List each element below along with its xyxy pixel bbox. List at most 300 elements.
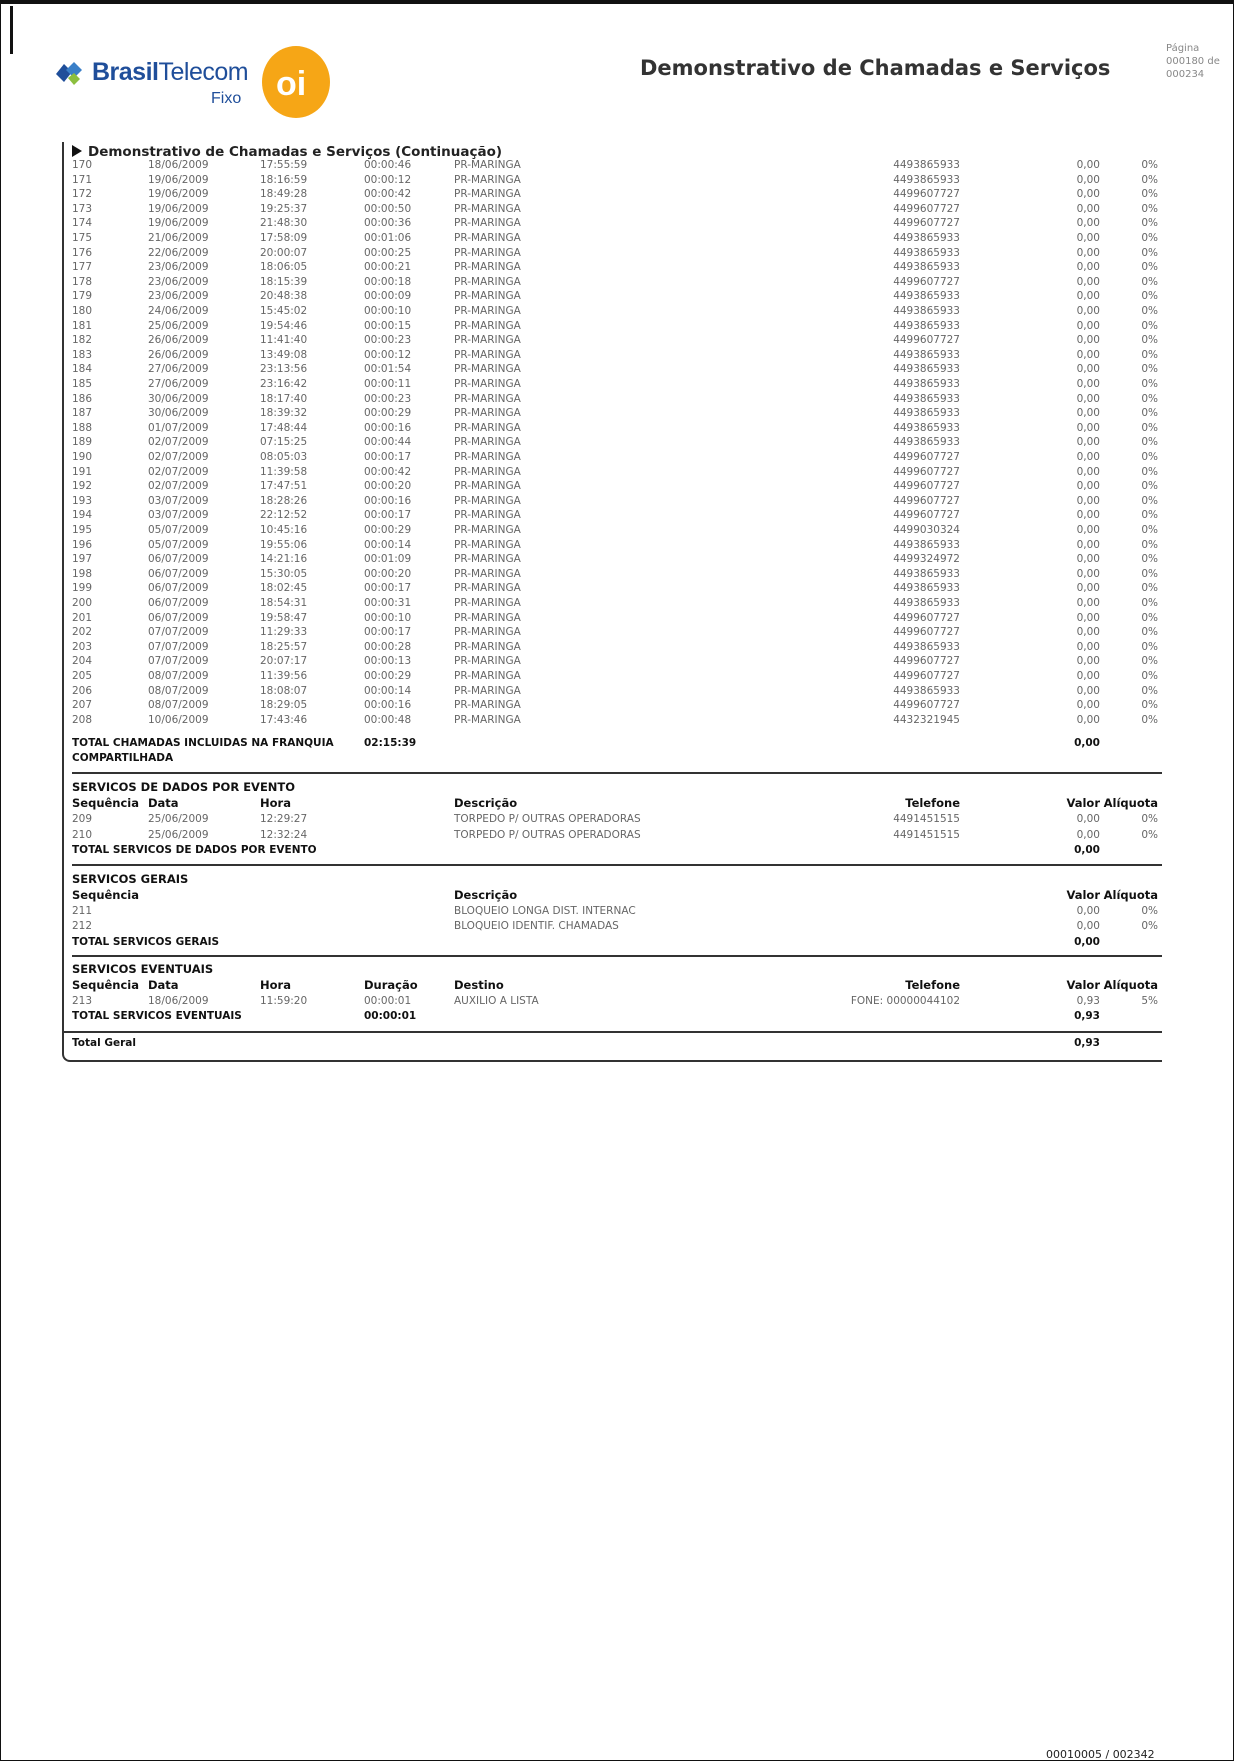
cell-dur: 00:00:28 xyxy=(364,640,412,653)
cell-dest: PR-MARINGA xyxy=(454,655,521,668)
cell-hora: 19:58:47 xyxy=(260,611,308,624)
cell-val: 0,00 xyxy=(1076,538,1100,551)
cell-seq: 174 xyxy=(72,217,93,230)
cell-dur: 00:00:17 xyxy=(364,509,412,522)
cell-aliq: 0% xyxy=(1141,597,1158,609)
cell-tel: 4499607727 xyxy=(893,465,960,478)
cell-val: 0,00 xyxy=(1076,640,1100,653)
cell-aliq: 0% xyxy=(1141,217,1158,230)
table-row xyxy=(64,333,1162,347)
cell-seq: 193 xyxy=(72,494,93,507)
cell-dur: 00:00:12 xyxy=(364,348,412,361)
cell-seq: 199 xyxy=(72,582,93,595)
cell-aliq: 0% xyxy=(1141,290,1158,303)
cell-hora: 19:55:06 xyxy=(260,538,308,551)
cell-dest: PR-MARINGA xyxy=(454,378,521,390)
cell-hora: 17:43:46 xyxy=(260,713,308,726)
cell-tel: 4499607727 xyxy=(893,334,960,347)
cell-data: 24/06/2009 xyxy=(148,305,209,317)
cell-hora: 23:13:56 xyxy=(260,363,308,376)
cell-data: 06/07/2009 xyxy=(148,567,209,580)
cell-aliq: 0% xyxy=(1141,436,1158,449)
cell-dur: 00:00:50 xyxy=(364,202,412,215)
cell-tel: 4499607727 xyxy=(893,611,960,624)
cell-tel: 4493865933 xyxy=(893,436,960,449)
cell-dur: 00:00:14 xyxy=(364,538,412,551)
table-row xyxy=(64,640,1162,654)
cell-data: 23/06/2009 xyxy=(148,261,209,274)
cell-data: 01/07/2009 xyxy=(148,421,209,434)
cell-hora: 20:48:38 xyxy=(260,290,308,303)
cell-dur: 00:00:14 xyxy=(364,684,412,697)
table-row xyxy=(64,304,1162,318)
gerais-total-row: TOTAL SERVICOS GERAIS 0,00 xyxy=(72,936,1100,948)
cell-seq: 185 xyxy=(72,378,93,390)
cell-val: 0,00 xyxy=(1076,494,1100,507)
cell-dur: 00:00:46 xyxy=(364,159,412,171)
table-row xyxy=(64,260,1162,274)
cell-val: 0,00 xyxy=(1076,626,1100,639)
cell-aliq: 0% xyxy=(1141,246,1158,259)
cell-data: 08/07/2009 xyxy=(148,684,209,697)
cell-data: 27/06/2009 xyxy=(148,363,209,376)
cell-hora: 18:17:40 xyxy=(260,392,308,405)
cell-tel: 4493865933 xyxy=(893,407,960,420)
table-row: 209 25/06/2009 12:29:27 TORPEDO P/ OUTRAS OPERADORAS 4491451515 0,00 0% xyxy=(72,813,1158,825)
cell-dur: 00:00:12 xyxy=(364,173,412,186)
cell-hora: 18:49:28 xyxy=(260,188,308,201)
cell-data: 07/07/2009 xyxy=(148,626,209,639)
cell-tel: 4499607727 xyxy=(893,655,960,668)
cell-seq: 194 xyxy=(72,509,93,522)
cell-dur: 00:00:29 xyxy=(364,670,412,682)
cell-seq: 200 xyxy=(72,597,93,609)
divider xyxy=(72,864,1162,866)
cell-hora: 11:39:56 xyxy=(260,670,308,682)
table-row xyxy=(64,581,1162,595)
scan-mark xyxy=(10,6,13,54)
table-row xyxy=(64,465,1162,479)
cell-hora: 18:02:45 xyxy=(260,582,308,595)
cell-seq: 171 xyxy=(72,173,93,186)
cell-val: 0,00 xyxy=(1076,611,1100,624)
cell-hora: 13:49:08 xyxy=(260,348,308,361)
divider xyxy=(72,772,1162,774)
table-row xyxy=(64,202,1162,216)
cell-aliq: 0% xyxy=(1141,275,1158,288)
cell-tel: 4499607727 xyxy=(893,480,960,493)
cell-hora: 18:28:26 xyxy=(260,494,308,507)
cell-dest: PR-MARINGA xyxy=(454,640,521,653)
cell-tel: 4493865933 xyxy=(893,319,960,332)
cell-dur: 00:00:17 xyxy=(364,626,412,639)
calls-total-row-cont: COMPARTILHADA xyxy=(72,752,174,764)
cell-tel: 4493865933 xyxy=(893,567,960,580)
cell-dur: 00:00:25 xyxy=(364,246,412,259)
cell-tel: 4499607727 xyxy=(893,188,960,201)
cell-data: 06/07/2009 xyxy=(148,553,209,566)
cell-hora: 17:55:59 xyxy=(260,159,308,171)
cell-aliq: 0% xyxy=(1141,655,1158,668)
table-row: 211 BLOQUEIO LONGA DIST. INTERNAC 0,00 0% xyxy=(72,905,1158,917)
cell-val: 0,00 xyxy=(1076,290,1100,303)
cell-tel: 4499607727 xyxy=(893,217,960,230)
cell-hora: 17:47:51 xyxy=(260,480,308,493)
cell-dest: PR-MARINGA xyxy=(454,261,521,274)
cell-hora: 11:29:33 xyxy=(260,626,308,639)
divider xyxy=(64,1031,1162,1033)
cell-aliq: 0% xyxy=(1141,305,1158,317)
cell-aliq: 0% xyxy=(1141,538,1158,551)
cell-hora: 11:39:58 xyxy=(260,465,308,478)
cell-data: 08/07/2009 xyxy=(148,670,209,682)
cell-hora: 23:16:42 xyxy=(260,378,308,390)
cell-dest: PR-MARINGA xyxy=(454,363,521,376)
cell-val: 0,00 xyxy=(1076,451,1100,463)
cell-val: 0,00 xyxy=(1076,159,1100,171)
cell-seq: 175 xyxy=(72,232,93,244)
dados-header: Sequência Data Hora Descrição Telefone Valor Alíquota xyxy=(72,796,1158,810)
cell-tel: 4493865933 xyxy=(893,582,960,595)
cell-dest: PR-MARINGA xyxy=(454,305,521,317)
cell-dur: 00:00:18 xyxy=(364,275,412,288)
cell-data: 19/06/2009 xyxy=(148,173,209,186)
cell-val: 0,00 xyxy=(1076,334,1100,347)
cell-seq: 208 xyxy=(72,713,93,726)
cell-hora: 14:21:16 xyxy=(260,553,308,566)
cell-dest: PR-MARINGA xyxy=(454,275,521,288)
cell-hora: 17:58:09 xyxy=(260,232,308,244)
cell-aliq: 0% xyxy=(1141,188,1158,201)
cell-seq: 204 xyxy=(72,655,93,668)
cell-aliq: 0% xyxy=(1141,348,1158,361)
table-row: 212 BLOQUEIO IDENTIF. CHAMADAS 0,00 0% xyxy=(72,920,1158,932)
cell-hora: 18:15:39 xyxy=(260,275,308,288)
cell-dest: PR-MARINGA xyxy=(454,348,521,361)
cell-dest: PR-MARINGA xyxy=(454,451,521,463)
cell-seq: 206 xyxy=(72,684,93,697)
cell-val: 0,00 xyxy=(1076,655,1100,668)
cell-data: 25/06/2009 xyxy=(148,319,209,332)
cell-val: 0,00 xyxy=(1076,246,1100,259)
cell-dur: 00:00:10 xyxy=(364,305,412,317)
cell-hora: 07:15:25 xyxy=(260,436,308,449)
statement-body xyxy=(62,142,1162,1062)
cell-aliq: 0% xyxy=(1141,363,1158,376)
cell-seq: 201 xyxy=(72,611,93,624)
cell-data: 06/07/2009 xyxy=(148,611,209,624)
cell-dur: 00:00:10 xyxy=(364,611,412,624)
cell-dest: PR-MARINGA xyxy=(454,188,521,201)
cell-val: 0,00 xyxy=(1076,275,1100,288)
cell-val: 0,00 xyxy=(1076,670,1100,682)
cell-seq: 184 xyxy=(72,363,93,376)
table-row xyxy=(64,216,1162,230)
cell-tel: 4493865933 xyxy=(893,290,960,303)
table-row xyxy=(64,406,1162,420)
cell-tel: 4432321945 xyxy=(893,713,960,726)
cell-dur: 00:00:44 xyxy=(364,436,412,449)
cell-data: 19/06/2009 xyxy=(148,217,209,230)
table-row xyxy=(64,187,1162,201)
cell-data: 03/07/2009 xyxy=(148,494,209,507)
cell-dur: 00:00:42 xyxy=(364,465,412,478)
cell-dest: PR-MARINGA xyxy=(454,538,521,551)
table-row xyxy=(64,435,1162,449)
cell-tel: 4493865933 xyxy=(893,597,960,609)
cell-tel: 4493865933 xyxy=(893,421,960,434)
footer-code: 00010005 / 002342 xyxy=(1046,1748,1155,1761)
cell-seq: 197 xyxy=(72,553,93,566)
divider xyxy=(72,955,1162,957)
cell-val: 0,00 xyxy=(1076,232,1100,244)
cell-dur: 00:00:16 xyxy=(364,699,412,712)
cell-aliq: 0% xyxy=(1141,670,1158,682)
cell-data: 06/07/2009 xyxy=(148,597,209,609)
cell-data: 27/06/2009 xyxy=(148,378,209,390)
table-row xyxy=(64,494,1162,508)
cell-val: 0,00 xyxy=(1076,713,1100,726)
cell-aliq: 0% xyxy=(1141,378,1158,390)
table-row xyxy=(64,508,1162,522)
cell-tel: 4493865933 xyxy=(893,640,960,653)
cell-seq: 198 xyxy=(72,567,93,580)
cell-dur: 00:00:15 xyxy=(364,319,412,332)
cell-hora: 17:48:44 xyxy=(260,421,308,434)
cell-seq: 183 xyxy=(72,348,93,361)
cell-aliq: 0% xyxy=(1141,334,1158,347)
cell-aliq: 0% xyxy=(1141,232,1158,244)
cell-seq: 191 xyxy=(72,465,93,478)
cell-tel: 4493865933 xyxy=(893,173,960,186)
cell-dest: PR-MARINGA xyxy=(454,159,521,171)
cell-aliq: 0% xyxy=(1141,202,1158,215)
cell-aliq: 0% xyxy=(1141,261,1158,274)
eventuais-total-row: TOTAL SERVICOS EVENTUAIS 00:00:01 0,93 xyxy=(72,1010,1100,1022)
cell-data: 05/07/2009 xyxy=(148,538,209,551)
cell-aliq: 0% xyxy=(1141,582,1158,595)
cell-data: 02/07/2009 xyxy=(148,465,209,478)
cell-seq: 190 xyxy=(72,451,93,463)
cell-val: 0,00 xyxy=(1076,582,1100,595)
cell-dest: PR-MARINGA xyxy=(454,290,521,303)
cell-dur: 00:00:20 xyxy=(364,567,412,580)
table-row: 210 25/06/2009 12:32:24 TORPEDO P/ OUTRAS OPERADORAS 4491451515 0,00 0% xyxy=(72,829,1158,841)
brand-name: BrasilTelecom xyxy=(92,58,249,86)
table-row xyxy=(64,713,1162,727)
cell-hora: 18:29:05 xyxy=(260,699,308,712)
cell-data: 05/07/2009 xyxy=(148,524,209,536)
cell-val: 0,00 xyxy=(1076,202,1100,215)
table-row xyxy=(64,523,1162,537)
cell-tel: 4493865933 xyxy=(893,305,960,317)
cell-hora: 11:41:40 xyxy=(260,334,308,347)
table-row xyxy=(64,348,1162,362)
cell-val: 0,00 xyxy=(1076,261,1100,274)
cell-seq: 188 xyxy=(72,421,93,434)
cell-dest: PR-MARINGA xyxy=(454,684,521,697)
cell-tel: 4493865933 xyxy=(893,684,960,697)
cell-dest: PR-MARINGA xyxy=(454,319,521,332)
triangle-icon xyxy=(72,145,82,157)
cell-tel: 4493865933 xyxy=(893,378,960,390)
table-row xyxy=(64,421,1162,435)
table-row xyxy=(64,698,1162,712)
cell-hora: 18:08:07 xyxy=(260,684,308,697)
cell-dest: PR-MARINGA xyxy=(454,392,521,405)
cell-val: 0,00 xyxy=(1076,407,1100,420)
cell-tel: 4499607727 xyxy=(893,451,960,463)
cell-val: 0,00 xyxy=(1076,553,1100,566)
cell-hora: 18:54:31 xyxy=(260,597,308,609)
page-counter: Página 000180 de 000234 xyxy=(1166,43,1220,80)
cell-dest: PR-MARINGA xyxy=(454,480,521,493)
cell-seq: 205 xyxy=(72,670,93,682)
cell-aliq: 0% xyxy=(1141,567,1158,580)
cell-dur: 00:00:17 xyxy=(364,451,412,463)
cell-val: 0,00 xyxy=(1076,319,1100,332)
page-title: Demonstrativo de Chamadas e Serviços xyxy=(640,56,1111,80)
table-row xyxy=(64,596,1162,610)
cell-val: 0,00 xyxy=(1076,421,1100,434)
cell-tel: 4493865933 xyxy=(893,363,960,376)
cell-dur: 00:01:06 xyxy=(364,232,412,244)
cell-tel: 4499030324 xyxy=(893,524,960,536)
table-row xyxy=(64,231,1162,245)
cell-tel: 4499324972 xyxy=(893,553,960,566)
cell-val: 0,00 xyxy=(1076,217,1100,230)
cell-val: 0,00 xyxy=(1076,567,1100,580)
gerais-title: SERVICOS GERAIS xyxy=(72,872,189,886)
table-row xyxy=(64,275,1162,289)
table-row xyxy=(64,246,1162,260)
cell-aliq: 0% xyxy=(1141,553,1158,566)
table-row xyxy=(64,479,1162,493)
dados-total-row: TOTAL SERVICOS DE DADOS POR EVENTO 0,00 xyxy=(72,844,1100,856)
cell-dur: 00:00:16 xyxy=(364,421,412,434)
cell-tel: 4493865933 xyxy=(893,538,960,551)
cell-dest: PR-MARINGA xyxy=(454,217,521,230)
cell-seq: 180 xyxy=(72,305,93,317)
cell-hora: 18:06:05 xyxy=(260,261,308,274)
cell-dest: PR-MARINGA xyxy=(454,232,521,244)
cell-aliq: 0% xyxy=(1141,421,1158,434)
cell-seq: 203 xyxy=(72,640,93,653)
cell-dur: 00:00:48 xyxy=(364,713,412,726)
cell-tel: 4493865933 xyxy=(893,232,960,244)
cell-tel: 4499607727 xyxy=(893,670,960,682)
oi-logo: oi xyxy=(262,46,330,118)
cell-aliq: 0% xyxy=(1141,509,1158,522)
cell-val: 0,00 xyxy=(1076,465,1100,478)
cell-val: 0,00 xyxy=(1076,173,1100,186)
cell-dest: PR-MARINGA xyxy=(454,173,521,186)
cell-aliq: 0% xyxy=(1141,640,1158,653)
cell-dest: PR-MARINGA xyxy=(454,670,521,682)
cell-tel: 4499607727 xyxy=(893,202,960,215)
cell-data: 02/07/2009 xyxy=(148,436,209,449)
cell-val: 0,00 xyxy=(1076,699,1100,712)
cell-data: 23/06/2009 xyxy=(148,290,209,303)
cell-val: 0,00 xyxy=(1076,363,1100,376)
cell-aliq: 0% xyxy=(1141,319,1158,332)
section-title: Demonstrativo de Chamadas e Serviços (Continuação) xyxy=(72,144,502,160)
cell-dest: PR-MARINGA xyxy=(454,553,521,566)
cell-tel: 4499607727 xyxy=(893,509,960,522)
cell-aliq: 0% xyxy=(1141,159,1158,171)
cell-seq: 182 xyxy=(72,334,93,347)
cell-seq: 178 xyxy=(72,275,93,288)
cell-seq: 202 xyxy=(72,626,93,639)
cell-dur: 00:00:42 xyxy=(364,188,412,201)
table-row xyxy=(64,173,1162,187)
cell-val: 0,00 xyxy=(1076,436,1100,449)
cell-dest: PR-MARINGA xyxy=(454,713,521,726)
cell-aliq: 0% xyxy=(1141,465,1158,478)
cell-seq: 181 xyxy=(72,319,93,332)
cell-dest: PR-MARINGA xyxy=(454,421,521,434)
brasiltelecom-logo xyxy=(52,58,248,87)
calls-total-row: TOTAL CHAMADAS INCLUIDAS NA FRANQUIA 02:15:39 0,00 xyxy=(72,737,1100,749)
cell-data: 26/06/2009 xyxy=(148,334,209,347)
cell-dest: PR-MARINGA xyxy=(454,626,521,639)
cell-hora: 18:16:59 xyxy=(260,173,308,186)
cell-aliq: 0% xyxy=(1141,407,1158,420)
cell-dest: PR-MARINGA xyxy=(454,494,521,507)
cell-data: 10/06/2009 xyxy=(148,713,209,726)
cell-val: 0,00 xyxy=(1076,524,1100,536)
cell-aliq: 0% xyxy=(1141,494,1158,507)
cell-data: 21/06/2009 xyxy=(148,232,209,244)
cell-tel: 4493865933 xyxy=(893,392,960,405)
table-row xyxy=(64,669,1162,683)
cell-data: 07/07/2009 xyxy=(148,640,209,653)
cell-data: 08/07/2009 xyxy=(148,699,209,712)
cell-dur: 00:00:20 xyxy=(364,480,412,493)
dados-title: SERVICOS DE DADOS POR EVENTO xyxy=(72,780,296,794)
cell-dur: 00:01:54 xyxy=(364,363,412,376)
cell-seq: 177 xyxy=(72,261,93,274)
cell-seq: 176 xyxy=(72,246,93,259)
cell-dest: PR-MARINGA xyxy=(454,611,521,624)
table-row xyxy=(64,450,1162,464)
cell-hora: 22:12:52 xyxy=(260,509,308,522)
cell-tel: 4499607727 xyxy=(893,275,960,288)
table-row xyxy=(64,158,1162,172)
table-row xyxy=(64,362,1162,376)
cell-data: 23/06/2009 xyxy=(148,275,209,288)
cell-tel: 4493865933 xyxy=(893,246,960,259)
cell-dur: 00:00:13 xyxy=(364,655,412,668)
cell-tel: 4493865933 xyxy=(893,261,960,274)
cell-dest: PR-MARINGA xyxy=(454,597,521,609)
cell-hora: 19:54:46 xyxy=(260,319,308,332)
cell-aliq: 0% xyxy=(1141,684,1158,697)
cell-dest: PR-MARINGA xyxy=(454,334,521,347)
cell-val: 0,00 xyxy=(1076,392,1100,405)
cell-aliq: 0% xyxy=(1141,392,1158,405)
cell-tel: 4493865933 xyxy=(893,348,960,361)
cell-val: 0,00 xyxy=(1076,188,1100,201)
cell-val: 0,00 xyxy=(1076,378,1100,390)
cell-aliq: 0% xyxy=(1141,524,1158,536)
cell-dest: PR-MARINGA xyxy=(454,582,521,595)
cell-seq: 195 xyxy=(72,524,93,536)
cell-dest: PR-MARINGA xyxy=(454,436,521,449)
cell-data: 02/07/2009 xyxy=(148,480,209,493)
cell-val: 0,00 xyxy=(1076,597,1100,609)
cell-aliq: 0% xyxy=(1141,699,1158,712)
